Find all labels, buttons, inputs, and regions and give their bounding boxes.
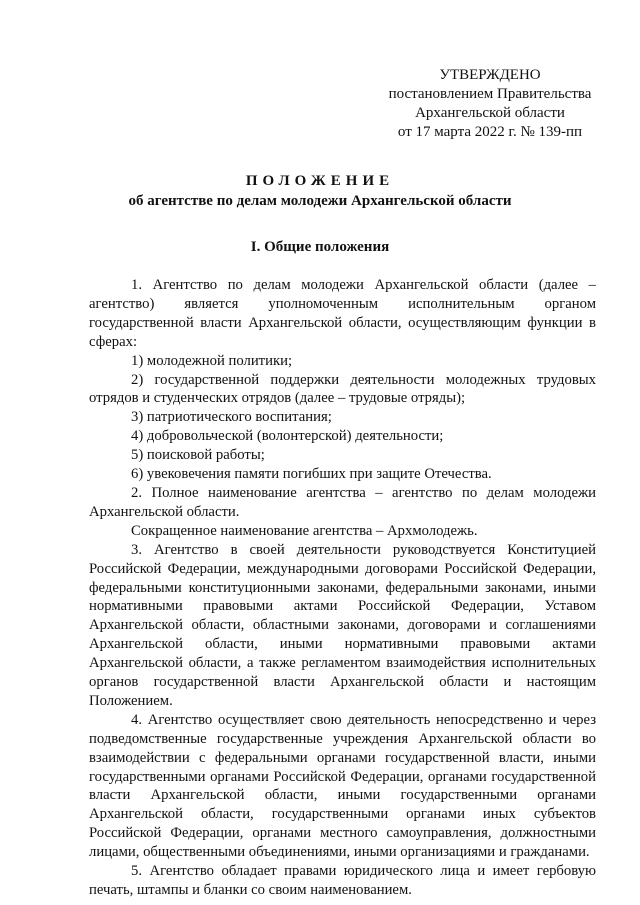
list-item-search: 5) поисковой работы; bbox=[131, 447, 265, 464]
paragraph-short-name: Сокращенное наименование агентства – Архмолодежь. bbox=[131, 522, 478, 539]
document-subtitle: об агентстве по делам молодежи Архангельской области bbox=[128, 193, 512, 209]
paragraph-1: 1. Агентство по делам молодежи Архангельской области (далее – агентство) является уполномоченным исполнительным органом государственной власти Архангельской области, осуществляющим функции в сферах: bbox=[89, 277, 596, 350]
paragraph-4: 4. Агентство осуществляет свою деятельность непосредственно и через подведомственные государственные учреждения Архангельской области во взаимодействии с федеральными органами государственной власти, иными государственными органами Российской Федерации, органами государственной власти Архангельской области, иными государственными органами Архангельской области, государственными органами иных субъектов Российской Федерации, органами местного самоуправления, должностными лицами, общественными объединениями, иными организациями и гражданами. bbox=[89, 711, 596, 861]
list-item-volunteer: 4) добровольческой (волонтерской) деятельности; bbox=[131, 428, 444, 445]
approval-date-number: от 17 марта 2022 г. № 139-пп bbox=[397, 124, 583, 140]
approval-region: Архангельской области bbox=[415, 105, 565, 121]
list-item-labor-teams: 2) государственной поддержки деятельности молодежных трудовых отрядов и студенческих отрядов (далее – трудовые отряды); bbox=[89, 371, 596, 407]
document-body bbox=[89, 276, 596, 900]
approval-decree: постановлением Правительства bbox=[388, 86, 592, 102]
paragraph-3: 3. Агентство в своей деятельности руководствуется Конституцией Российской Федерации, международными договорами Российской Федерации, федеральными конституционными законами, федеральными законами, иными нормативными правовыми актами Российской Федерации, Уставом Архангельской области, областными законами, договорами и соглашениями Архангельской области, иными нормативными правовыми актами Архангельской области, а также регламентом взаимодействия исполнительных органов государственной власти Архангельской области и настоящим Положением. bbox=[89, 541, 596, 709]
list-item-youth-policy: 1) молодежной политики; bbox=[131, 352, 293, 369]
approval-block bbox=[370, 66, 610, 142]
paragraph-2: 2. Полное наименование агентства – агентство по делам молодежи Архангельской области. bbox=[89, 484, 596, 520]
document-title: ПОЛОЖЕНИЕ bbox=[245, 173, 395, 189]
section-heading: I. Общие положения bbox=[250, 239, 390, 255]
list-item-memory: 6) увековечения памяти погибших при защите Отечества. bbox=[131, 466, 492, 483]
list-item-patriotic: 3) патриотического воспитания; bbox=[131, 409, 332, 426]
paragraph-5: 5. Агентство обладает правами юридического лица и имеет гербовую печать, штампы и бланки со своим наименованием. bbox=[89, 863, 596, 898]
approval-heading: УТВЕРЖДЕНО bbox=[439, 67, 541, 83]
